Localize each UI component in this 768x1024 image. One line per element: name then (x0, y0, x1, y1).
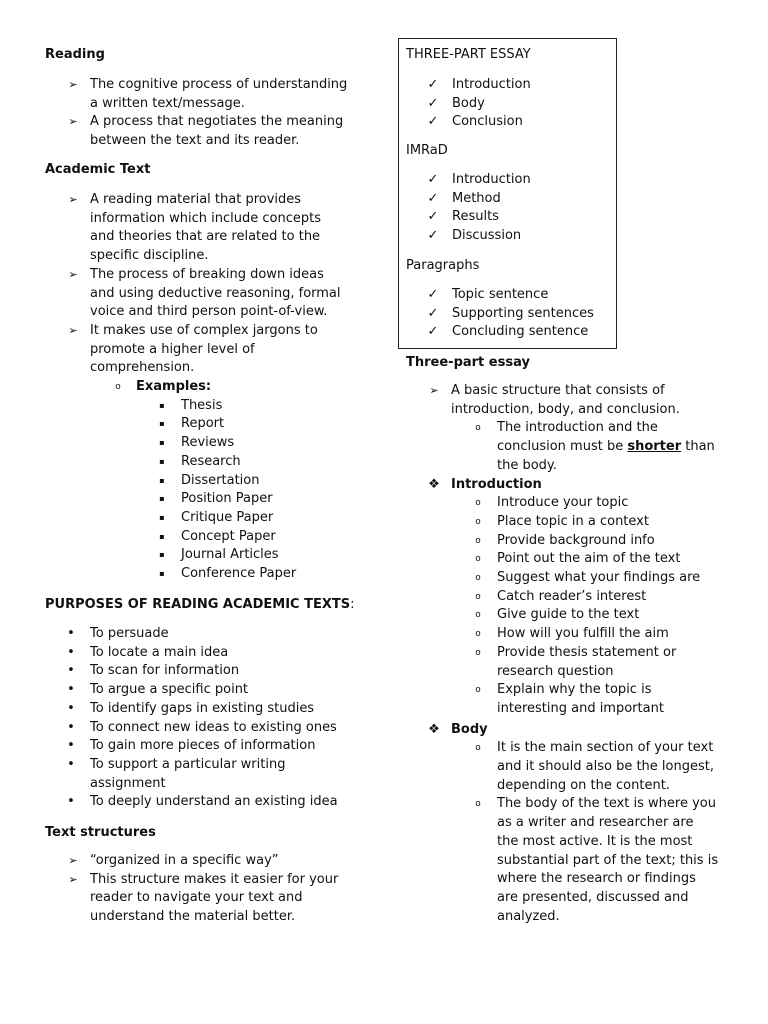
bullet-text: A basic structure that consists of (451, 383, 665, 398)
bullet-text: specific discipline. (90, 248, 209, 264)
arrow-bullet-icon: ➢ (68, 78, 78, 91)
bullet-text: promote a higher level of (90, 341, 255, 357)
checkmark-icon: ✓ (427, 114, 439, 130)
square-bullet-icon: ▪ (159, 419, 165, 429)
introduction-item: Provide thesis statement or (497, 644, 677, 660)
checkmark-icon: ✓ (427, 324, 439, 340)
checkmark-icon: ✓ (427, 305, 439, 321)
square-bullet-icon: ▪ (159, 550, 165, 560)
introduction-item: Provide background info (497, 532, 655, 548)
circle-bullet-icon: o (475, 647, 481, 658)
arrow-bullet-icon: ➢ (68, 115, 78, 129)
dot-bullet-icon: • (67, 738, 75, 754)
heading-colon: : (350, 597, 355, 612)
circle-bullet-icon: o (475, 516, 481, 527)
emphasis-shorter: shorter (627, 439, 682, 455)
dot-bullet-icon: • (67, 719, 75, 735)
arrow-bullet-icon: ➢ (68, 323, 78, 337)
box-item: Method (452, 190, 501, 206)
introduction-item: Explain why the topic is (497, 682, 652, 698)
dot-bullet-icon: • (67, 700, 75, 716)
circle-bullet-icon: o (475, 573, 481, 583)
circle-bullet-icon: o (475, 799, 481, 810)
introduction-item: Point out the aim of the text (497, 551, 681, 567)
dot-bullet-icon: • (67, 663, 75, 679)
circle-bullet-icon: o (475, 498, 481, 509)
dot-bullet-icon: • (67, 626, 75, 641)
body-item: analyzed. (497, 908, 560, 924)
purpose-item: To locate a main idea (90, 644, 229, 660)
box-item: Body (452, 95, 485, 111)
box-item: Introduction (452, 172, 531, 187)
section-heading: Three-part essay (406, 355, 530, 370)
body-item: are presented, discussed and (497, 889, 689, 905)
dot-bullet-icon: • (67, 644, 75, 660)
example-item: Research (181, 453, 241, 469)
circle-bullet-icon: o (475, 685, 481, 696)
purpose-item: To deeply understand an existing idea (90, 794, 338, 810)
purpose-item: To support a particular writing (90, 756, 286, 772)
box-item: Conclusion (452, 114, 523, 130)
bullet-text: and using deductive reasoning, formal (90, 285, 341, 301)
checkmark-icon: ✓ (427, 95, 439, 111)
circle-bullet-icon: o (115, 382, 121, 392)
introduction-item: Suggest what your findings are (497, 570, 701, 585)
box-item: Discussion (452, 228, 522, 244)
section-heading: Academic Text (45, 162, 151, 177)
bullet-text: between the text and its reader. (90, 133, 300, 149)
bullet-text: and theories that are related to the (90, 229, 321, 245)
box-group-title: IMRaD (406, 143, 448, 158)
box-item: Topic sentence (452, 287, 549, 302)
box-item: Introduction (452, 77, 531, 92)
body-item: substantial part of the text; this is (497, 852, 719, 868)
arrow-bullet-icon: ➢ (68, 872, 78, 886)
box-group-title: Paragraphs (406, 258, 480, 273)
circle-bullet-icon: o (475, 591, 481, 602)
purpose-item: assignment (90, 775, 166, 791)
example-item: Position Paper (181, 491, 273, 507)
bullet-text: a written text/message. (90, 95, 245, 111)
purpose-item: To gain more pieces of information (90, 738, 316, 754)
square-bullet-icon: ▪ (159, 569, 165, 578)
square-bullet-icon: ▪ (159, 512, 165, 522)
bullet-text: A reading material that provides (90, 192, 302, 207)
bullet-text: comprehension. (90, 360, 195, 376)
circle-bullet-icon: o (475, 423, 481, 434)
dot-bullet-icon: • (67, 794, 75, 810)
example-item: Reviews (181, 435, 235, 451)
arrow-bullet-icon: ➢ (68, 854, 78, 867)
sub-bullet-text: conclusion must be shorter than (497, 439, 715, 455)
square-bullet-icon: ▪ (159, 456, 165, 466)
circle-bullet-icon: o (475, 535, 481, 546)
subsection-heading: Body (451, 721, 488, 737)
bullet-text: reader to navigate your text and (90, 890, 303, 906)
sub-bullet-text: The introduction and the (497, 420, 658, 436)
introduction-item: Place topic in a context (497, 513, 649, 529)
body-item: and it should also be the longest, (497, 759, 714, 774)
example-item: Thesis (181, 397, 223, 413)
example-item: Critique Paper (181, 509, 274, 525)
introduction-item: research question (497, 663, 614, 679)
body-item: It is the main section of your text (497, 740, 714, 756)
bullet-text: This structure makes it easier for your (90, 871, 339, 887)
bullet-text: understand the material better. (90, 909, 296, 925)
square-bullet-icon: ▪ (159, 494, 165, 504)
introduction-item: How will you fulfill the aim (497, 626, 669, 642)
checkmark-icon: ✓ (427, 287, 439, 302)
bullet-text: The cognitive process of understanding (90, 77, 348, 92)
introduction-item: interesting and important (497, 700, 664, 716)
square-bullet-icon: ▪ (159, 400, 165, 410)
introduction-item: Give guide to the text (497, 607, 640, 623)
purpose-item: To argue a specific point (90, 682, 249, 698)
bullet-text: introduction, body, and conclusion. (451, 401, 680, 417)
box-item: Supporting sentences (452, 305, 594, 321)
circle-bullet-icon: o (475, 743, 481, 754)
structure-summary-box (398, 38, 617, 349)
body-item: depending on the content. (497, 777, 670, 793)
box-item: Concluding sentence (452, 324, 589, 340)
diamond-bullet-icon: ❖ (428, 476, 440, 492)
body-item: the most active. It is the most (497, 833, 693, 849)
introduction-item: Introduce your topic (497, 495, 629, 511)
bullet-text: voice and third person point-of-view. (90, 304, 328, 320)
example-item: Journal Articles (181, 547, 279, 563)
square-bullet-icon: ▪ (159, 438, 165, 448)
section-heading: Text structures (45, 825, 156, 840)
section-heading: Reading (45, 47, 105, 62)
example-item: Report (181, 416, 225, 432)
checkmark-icon: ✓ (427, 172, 439, 187)
example-item: Conference Paper (181, 566, 297, 581)
bullet-text: information which include concepts (90, 210, 322, 226)
purpose-item: To scan for information (90, 663, 240, 679)
square-bullet-icon: ▪ (159, 531, 165, 541)
introduction-item: Catch reader’s interest (497, 588, 647, 604)
checkmark-icon: ✓ (427, 209, 439, 225)
arrow-bullet-icon: ➢ (429, 384, 439, 397)
circle-bullet-icon: o (475, 629, 481, 640)
circle-bullet-icon: o (475, 554, 481, 565)
bullet-text: The process of breaking down ideas (90, 266, 324, 282)
bullet-text: “organized in a specific way” (90, 853, 279, 868)
purpose-item: To persuade (90, 626, 169, 641)
body-item: The body of the text is where you (497, 796, 716, 812)
body-item: as a writer and researcher are (497, 815, 694, 831)
purpose-item: To identify gaps in existing studies (90, 700, 315, 716)
checkmark-icon: ✓ (427, 228, 439, 244)
example-item: Concept Paper (181, 528, 276, 544)
box-group-title: THREE-PART ESSAY (406, 47, 531, 62)
circle-bullet-icon: o (475, 610, 481, 621)
arrow-bullet-icon: ➢ (68, 193, 78, 206)
purpose-item: To connect new ideas to existing ones (90, 719, 337, 735)
checkmark-icon: ✓ (427, 190, 439, 206)
diamond-bullet-icon: ❖ (428, 721, 440, 737)
arrow-bullet-icon: ➢ (68, 267, 78, 281)
sub-bullet-text: the body. (497, 457, 557, 473)
bullet-text: It makes use of complex jargons to (90, 322, 318, 338)
dot-bullet-icon: • (67, 756, 75, 772)
subsection-heading: Introduction (451, 476, 542, 492)
example-item: Dissertation (181, 472, 260, 488)
square-bullet-icon: ▪ (159, 475, 165, 485)
checkmark-icon: ✓ (427, 77, 439, 92)
dot-bullet-icon: • (67, 682, 75, 698)
bullet-text: A process that negotiates the meaning (90, 114, 344, 130)
body-item: where the research or findings (497, 871, 696, 887)
box-item: Results (452, 209, 499, 225)
section-heading: PURPOSES OF READING ACADEMIC TEXTS: (45, 597, 355, 612)
examples-label: Examples: (136, 379, 212, 394)
